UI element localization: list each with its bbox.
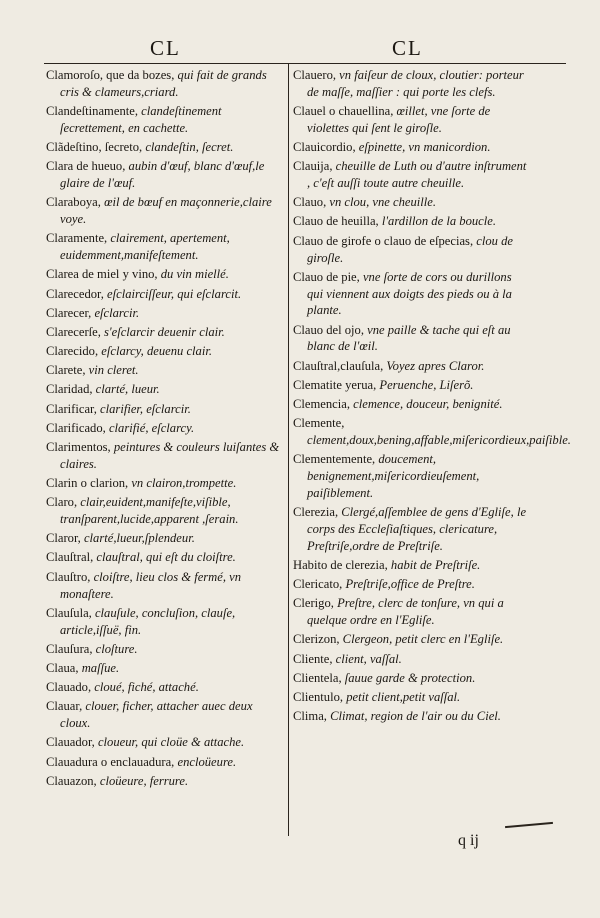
entry-definition: maſſue. (81, 660, 120, 675)
entry-definition: eſclarcir. (94, 305, 140, 320)
dictionary-entry (46, 266, 284, 283)
right-column-header: CL (392, 36, 423, 60)
entry-headword: Clãdeſtino, ſecreto, (46, 140, 146, 155)
entry-headword: Clauo de heuilla, (293, 214, 382, 229)
entry-headword: Clarimentos, (46, 440, 114, 455)
entry-definition: vn clairon,trompette. (131, 476, 237, 491)
entry-headword: Clauo, (293, 195, 330, 210)
entry-headword: Clarin o clarion, (46, 476, 132, 491)
dictionary-entry (293, 67, 528, 101)
dictionary-entry (293, 595, 528, 629)
entry-headword: Clarecedor, (46, 286, 108, 301)
entry-headword: Claro, (46, 495, 81, 510)
left-column (46, 67, 284, 792)
entry-definition: œil de bœuf en maçonnerie,claire voye. (60, 195, 272, 227)
dictionary-entry (293, 631, 528, 648)
entry-headword: Habito de clerezia, (293, 557, 391, 572)
entry-headword: Clauero, (293, 68, 340, 82)
entry-headword: Clauel o chauellina, (293, 104, 397, 119)
dictionary-entry (293, 576, 528, 593)
entry-definition: cloiſtre, lieu clos & fermé, vn monaſtere. (60, 569, 242, 601)
entry-definition: cloueur, qui cloüe & attache. (97, 735, 245, 750)
entry-headword: Clematite yerua, (293, 377, 380, 392)
dictionary-entry (46, 158, 284, 192)
entry-headword: Claraboya, (46, 195, 105, 210)
entry-headword: Clauo de pie, (293, 269, 363, 284)
entry-headword: Clandeſtinamente, (46, 104, 142, 119)
entry-headword: Clamoroſo, que da bozes, (46, 68, 178, 82)
entry-headword: Clarete, (46, 363, 89, 378)
entry-definition: vne ſorte de cors ou durillons qui viennent aux doigts des pieds ou à la plante. (307, 269, 512, 318)
dictionary-entry (46, 641, 284, 658)
dictionary-entry (46, 343, 284, 360)
entry-headword: Claua, (46, 660, 82, 675)
dictionary-entry (293, 322, 528, 356)
dictionary-entry (293, 269, 528, 320)
dictionary-entry (46, 660, 284, 677)
dictionary-entry (293, 158, 528, 192)
dictionary-entry (46, 230, 284, 264)
entry-definition: cheuille de Luth ou d'autre inſtrument , c'eſt auſſi toute autre cheuille. (307, 159, 527, 191)
dictionary-entry (293, 670, 528, 687)
entry-headword: Clauador, (46, 735, 98, 750)
entry-headword: Clientela, (293, 670, 345, 685)
entry-definition: clauſule, concluſion, clauſe, article,iſſuë, fin. (60, 605, 236, 637)
entry-headword: Clauo del ojo, (293, 322, 368, 337)
signature-mark: q ij (458, 832, 479, 849)
entry-headword: Clerezia, (293, 505, 342, 520)
entry-headword: Clarecido, (46, 344, 102, 359)
entry-headword: Clauo de girofe o clauo de eſpecias, (293, 233, 477, 248)
entry-definition: doucement, benignement,miſericordieuſement, paiſiblement. (307, 452, 480, 500)
dictionary-entry (293, 557, 528, 574)
entry-definition: petit client,petit vaſſal. (346, 689, 461, 704)
dictionary-entry (46, 67, 284, 101)
entry-definition: Voyez apres Claror. (386, 358, 485, 373)
entry-headword: Clauſula, (46, 605, 95, 620)
entry-definition: vin cleret. (88, 363, 139, 378)
entry-definition: clarté, lueur. (95, 382, 160, 397)
entry-definition: cloué, fiché, attaché. (94, 680, 199, 695)
left-column-header: CL (150, 36, 181, 60)
entry-definition: clandeſtin, ſecret. (145, 140, 234, 155)
entry-headword: Clementemente, (293, 452, 379, 467)
entry-headword: Clarea de miel y vino, (46, 267, 161, 282)
entry-definition: ſauue garde & protection. (344, 670, 476, 685)
dictionary-entry (46, 475, 284, 492)
entry-definition: eſclarcy, deuenu clair. (101, 344, 213, 359)
dictionary-entry (46, 286, 284, 303)
entry-definition: clarté,lueur,ſplendeur. (83, 531, 195, 546)
entry-headword: Clauſura, (46, 641, 96, 656)
entry-headword: Clerigo, (293, 596, 338, 611)
entry-definition: Clergeon, petit clerc en l'Egliſe. (342, 632, 504, 647)
entry-headword: Clericato, (293, 577, 346, 592)
entry-headword: Clara de hueuo, (46, 159, 129, 174)
entry-headword: Clarecerſe, (46, 324, 105, 339)
entry-definition: clou de giroſle. (307, 233, 513, 265)
entry-definition: vn faiſeur de cloux, cloutier: porteur de maſſe, maſſier : qui porte les clefs. (307, 68, 524, 99)
entry-definition: clarifié, eſclarcy. (108, 420, 195, 435)
entry-headword: Clauſtral,clauſula, (293, 358, 387, 373)
entry-definition: Preſtriſe,office de Preſtre. (345, 577, 475, 592)
entry-headword: Claramente, (46, 231, 111, 246)
entry-definition: clement,doux,bening,affable,miſericordieux,paiſible. (307, 433, 571, 447)
dictionary-entry (293, 233, 528, 267)
dictionary-entry (293, 396, 528, 413)
dictionary-entry (46, 420, 284, 437)
entry-definition: Clergé,aſſemblee de gens d'Egliſe, le corps des Eccleſiaſtiques, clericature, Preſtriſe,ordre de Preſtriſe. (307, 505, 527, 553)
entry-definition: peintures & couleurs luiſantes & claires. (60, 440, 280, 471)
entry-headword: Clientulo, (293, 689, 347, 704)
dictionary-entry (46, 679, 284, 696)
entry-headword: Clauicordio, (293, 140, 359, 155)
entry-headword: Clima, (293, 709, 331, 724)
entry-definition: eſclairciſſeur, qui eſclarcit. (107, 286, 242, 301)
entry-headword: Clemente, (293, 416, 345, 431)
entry-headword: Cliente, (293, 651, 336, 666)
entry-definition: eſpinette, vn manicordion. (358, 140, 491, 155)
entry-headword: Clerizon, (293, 632, 343, 647)
entry-definition: l'ardillon de la boucle. (381, 214, 496, 229)
dictionary-entry (46, 381, 284, 398)
entry-headword: Clauar, (46, 699, 86, 714)
right-column (293, 67, 571, 727)
dictionary-entry (293, 689, 528, 706)
entry-definition: encloüeure. (177, 754, 237, 769)
entry-definition: Preſtre, clerc de tonſure, vn qui a quelque ordre en l'Egliſe. (307, 596, 504, 628)
entry-headword: Clauazon, (46, 773, 100, 788)
dictionary-entry (293, 377, 528, 394)
dictionary-entry (46, 549, 284, 566)
dictionary-entry (293, 103, 528, 137)
dictionary-entry (46, 494, 284, 528)
entry-definition: clairement, apertement, euidemment,manifeſtement. (60, 231, 230, 263)
entry-headword: Clarecer, (46, 305, 95, 320)
dictionary-entry (46, 401, 284, 418)
entry-headword: Clauija, (293, 159, 336, 174)
entry-definition: aubin d'œuf, blanc d'œuf,le glaire de l'œuf. (60, 159, 265, 191)
entry-headword: Clauſtral, (46, 550, 97, 565)
entry-definition: clauſtral, qui eſt du cloiſtre. (96, 550, 236, 565)
dictionary-entry (293, 708, 528, 725)
entry-definition: cloüeure, ferrure. (99, 773, 189, 788)
entry-definition: Peruenche, Liſerõ. (379, 377, 474, 392)
entry-headword: Clemencia, (293, 396, 354, 411)
entry-headword: Clauadura o enclauadura, (46, 754, 178, 769)
dictionary-entry (46, 103, 284, 137)
entry-headword: Claridad, (46, 382, 96, 397)
dictionary-entry (46, 605, 284, 639)
dictionary-entry (46, 530, 284, 547)
dictionary-entry (46, 362, 284, 379)
dictionary-entry (46, 773, 284, 790)
dictionary-entry (293, 651, 528, 668)
entry-headword: Clarificado, (46, 420, 109, 435)
column-divider (288, 64, 289, 836)
entry-definition: clouer, ficher, attacher auec deux cloux. (60, 699, 253, 731)
dictionary-entry (46, 139, 284, 156)
dictionary-entry (46, 194, 284, 228)
dictionary-entry (46, 324, 284, 341)
entry-definition: vne paille & tache qui eſt au blanc de l'œil. (307, 322, 511, 354)
dictionary-entry (293, 139, 528, 156)
header-rule (44, 63, 566, 64)
ink-stroke (505, 822, 553, 828)
entry-definition: cloſture. (95, 641, 138, 656)
entry-definition: clarifier, eſclarcir. (100, 401, 191, 416)
entry-definition: client, vaſſal. (335, 651, 402, 666)
dictionary-entry (293, 451, 528, 502)
dictionary-entry (46, 754, 284, 771)
dictionary-entry (46, 439, 284, 473)
dictionary-entry (293, 504, 528, 555)
entry-definition: clandeſtinement ſecrettement, en cachette. (60, 104, 222, 135)
dictionary-entry (46, 305, 284, 322)
entry-definition: qui fait de grands cris & clameurs,criard. (60, 68, 267, 99)
dictionary-entry (46, 698, 284, 732)
entry-headword: Claror, (46, 531, 84, 546)
entry-definition: vn clou, vne cheuille. (329, 195, 437, 210)
running-headers (0, 30, 600, 64)
entry-definition: clair,euident,manifeſte,viſible, tranſparent,lucide,apparent ,ſerain. (60, 495, 239, 527)
entry-headword: Clarificar, (46, 401, 101, 416)
entry-definition: du vin miellé. (160, 267, 229, 282)
dictionary-entry (46, 734, 284, 751)
dictionary-entry (293, 358, 528, 375)
entry-definition: clemence, douceur, benignité. (353, 396, 503, 411)
entry-headword: Clauſtro, (46, 569, 94, 584)
entry-definition: habit de Preſtriſe. (390, 557, 481, 572)
entry-definition: s'eſclarcir deuenir clair. (104, 324, 225, 339)
dictionary-entry (293, 213, 528, 230)
entry-definition: Climat, region de l'air ou du Ciel. (330, 709, 501, 724)
entry-definition: œillet, vne ſorte de violettes qui ſent le giroſle. (307, 104, 491, 135)
dictionary-entry (293, 415, 571, 449)
dictionary-entry (293, 194, 528, 211)
dictionary-entry (46, 569, 284, 603)
entry-headword: Clauado, (46, 680, 95, 695)
